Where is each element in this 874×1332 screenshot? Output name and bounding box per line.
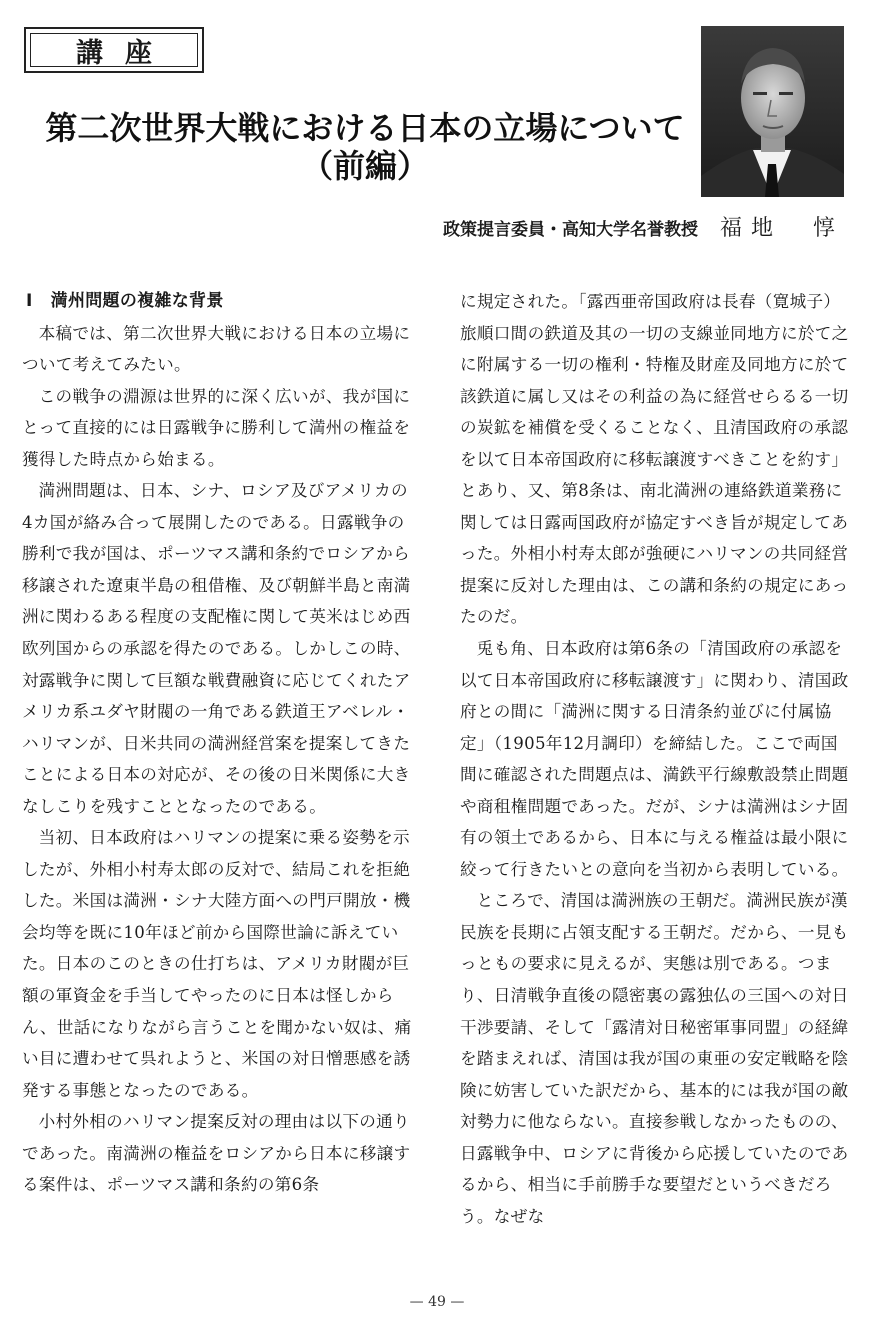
author-portrait bbox=[701, 26, 844, 197]
right-column bbox=[460, 286, 850, 1232]
section-number: Ⅰ bbox=[26, 291, 33, 311]
paragraph: 満洲問題は、日本、シナ、ロシア及びアメリカの4カ国が絡み合って展開したのである。日露戦争の勝利で我が国は、ポーツマス講和条約でロシアから移譲された遼東半島の租借権、及び朝鮮半島と南満洲に関わるある程度の支配権に関して英米はじめ西欧列国からの承認を得たのである。しかしこの時、対露戦争に関して巨額な戦費融資に応じてくれたアメリカ系ユダヤ財閥の一角である鉄道王アベレル・ハリマンが、日米共同の満洲経営案を提案してきたことによる日本の対応が、その後の日米関係に大きなしこりを残すこととなったのである。 bbox=[22, 481, 411, 816]
article-title: 第二次世界大戦における日本の立場について bbox=[45, 109, 685, 147]
author-portrait-image bbox=[701, 26, 844, 197]
paragraph-continuation: に規定された。「露西亜帝国政府は長春（寛城子）旅順口間の鉄道及其の一切の支線並同地方に於て之に附属する一切の権利・特権及財産及同地方に於て該鉄道に属し又はその利益の為に経営せらるる一切の炭鉱を補償を受くることなく、且清国政府の承認を以て日本帝国政府に移転譲渡すべきことを約す」とあり、又、第8条は、南北満洲の連絡鉄道業務に関しては日露両国政府が協定すべき旨が規定してあった。外相小村寿太郎が強硬にハリマンの共同経営提案に反対した理由は、この講和条約の規定にあったのだ。 bbox=[460, 292, 849, 627]
author-name: 福地 惇 bbox=[719, 216, 844, 241]
paragraph: 小村外相のハリマン提案反対の理由は以下の通りであった。南満洲の権益をロシアから日本に移譲する案件は、ポーツマス講和条約の第6条 bbox=[22, 1112, 411, 1195]
left-column bbox=[22, 286, 412, 1201]
paragraph: 兎も角、日本政府は第6条の「清国政府の承認を以て日本帝国政府に移転譲渡す」に関わり、清国政府との間に「満洲に関する日清条約並びに付属協定」（1905年12月調印）を締結した。ここで両国間に確認された問題点は、満鉄平行線敷設禁止問題や商租権問題であった。だが、シナは満洲はシナ固有の領土であるから、日本に与える権益は最小限に絞って行きたいとの意向を当初から表明している。 bbox=[460, 639, 849, 879]
section-title: 満州問題の複雑な背景 bbox=[50, 291, 224, 311]
author-byline bbox=[443, 211, 844, 242]
section-heading bbox=[22, 286, 412, 318]
page-number: — 49 — bbox=[409, 1294, 465, 1310]
paragraph: 当初、日本政府はハリマンの提案に乗る姿勢を示したが、外相小村寿太郎の反対で、結局これを拒絶した。米国は満洲・シナ大陸方面への門戸開放・機会均等を既に10年ほど前から国際世論に訴えていた。日本のこのときの仕打ちは、アメリカ財閥が巨額の軍資金を手当してやったのに日本は怪しからん、世話になりながら言うことを聞かない奴は、痛い目に遭わせて呉れようと、米国の対日憎悪感を誘発する事態となったのである。 bbox=[22, 828, 412, 1100]
paragraph: 本稿では、第二次世界大戦における日本の立場について考えてみたい。 bbox=[22, 323, 411, 375]
author-role: 政策提言委員・高知大学名誉教授 bbox=[442, 220, 698, 240]
paragraph: この戦争の淵源は世界的に深く広いが、我が国にとって直接的には日露戦争に勝利して満州の権益を獲得した時点から始まる。 bbox=[22, 386, 411, 469]
article-title-subtitle: （前編） bbox=[300, 147, 429, 185]
category-label-box bbox=[24, 27, 204, 73]
paragraph: ところで、清国は満洲族の王朝だ。満洲民族が漢民族を長期に占領支配する王朝だ。だから、一見もっともの要求に見えるが、実態は別である。つまり、日清戦争直後の隠密裏の露独仏の三国への対日干渉要請、そして「露清対日秘密軍事同盟」の経緯を踏まえれば、清国は我が国の東亜の安定戦略を陰険に妨害していた訳だから、基本的には我が国の敵対勢力に他ならない。直接参戦しなかったものの、日露戦争中、ロシアに背後から応援していたのであるから、相当に手前勝手な要望だというべきだろう。なぜな bbox=[460, 891, 849, 1226]
category-label: 講座 bbox=[30, 33, 198, 67]
